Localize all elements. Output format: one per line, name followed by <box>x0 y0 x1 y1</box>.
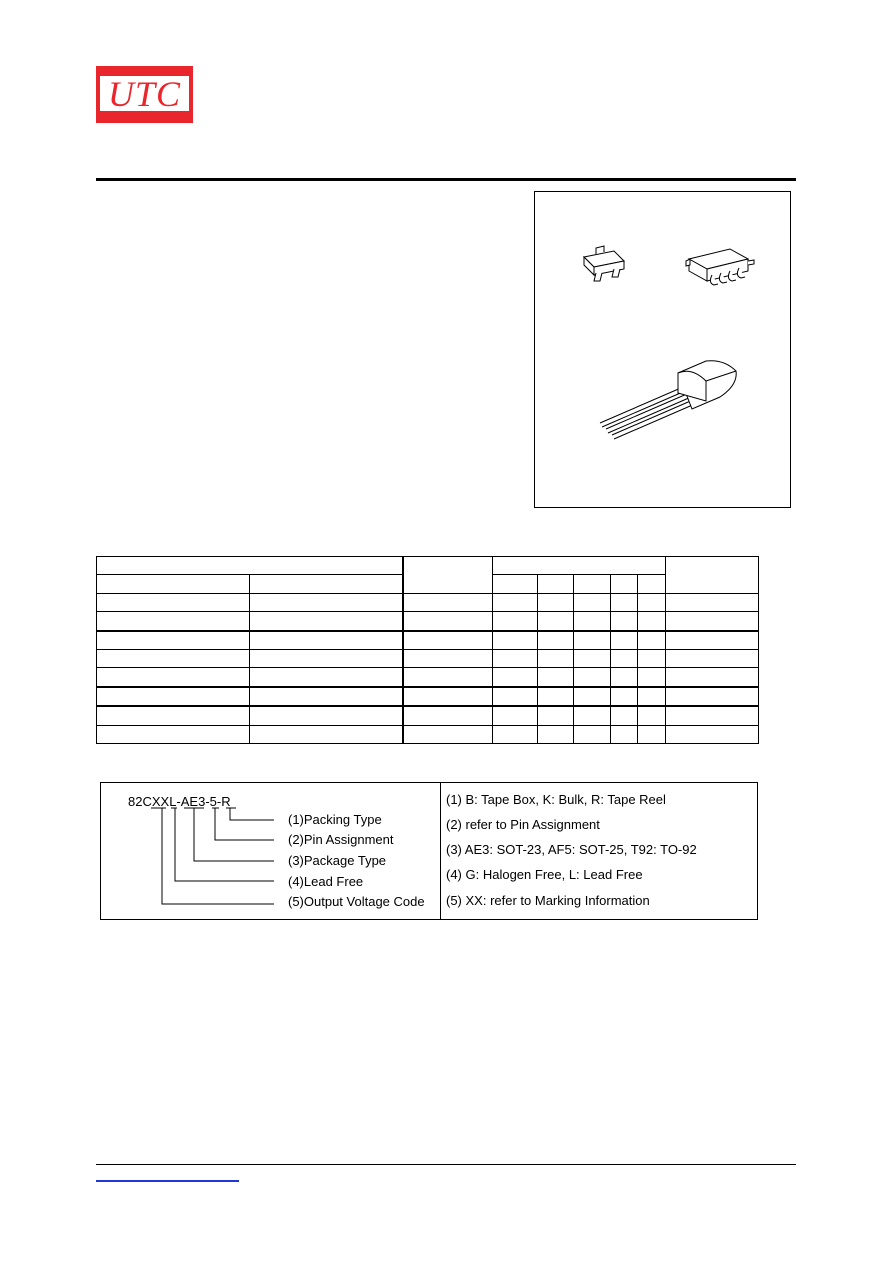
table-cell <box>666 725 759 743</box>
table-cell <box>493 593 538 611</box>
table-cell <box>666 557 759 594</box>
table-row <box>97 687 759 706</box>
table-cell <box>611 593 638 611</box>
table-cell <box>638 575 666 593</box>
table-cell <box>638 593 666 611</box>
header-divider <box>96 178 796 181</box>
table-cell <box>611 612 638 631</box>
table-cell <box>638 725 666 743</box>
table-cell <box>538 725 574 743</box>
note-package: (3) AE3: SOT-23, AF5: SOT-25, T92: TO-92 <box>446 842 697 857</box>
table-cell <box>538 612 574 631</box>
table-cell <box>250 649 403 667</box>
table-cell <box>538 575 574 593</box>
table-cell <box>574 649 611 667</box>
table-cell <box>611 725 638 743</box>
table-cell <box>574 631 611 650</box>
field-leader-lines <box>150 806 280 910</box>
table-row <box>97 725 759 743</box>
field-pin-assignment: (2)Pin Assignment <box>288 832 394 847</box>
utc-logo <box>96 66 193 123</box>
field-output-voltage-code: (5)Output Voltage Code <box>288 894 425 909</box>
table-cell <box>493 668 538 687</box>
table-cell <box>97 725 250 743</box>
table-row <box>97 612 759 631</box>
website-link-underline[interactable] <box>96 1180 239 1182</box>
table-cell <box>611 668 638 687</box>
note-lead-free: (4) G: Halogen Free, L: Lead Free <box>446 867 643 882</box>
sot23-package-icon <box>584 246 624 281</box>
table-cell <box>666 631 759 650</box>
table-cell <box>250 631 403 650</box>
note-pin-assignment: (2) refer to Pin Assignment <box>446 817 600 832</box>
table-cell <box>403 706 493 725</box>
field-packing-type: (1)Packing Type <box>288 812 382 827</box>
table-cell <box>97 612 250 631</box>
part-number-code: 82CXXL-AE3-5-R <box>128 794 231 809</box>
table-cell <box>97 631 250 650</box>
table-cell <box>403 687 493 706</box>
table-cell <box>666 612 759 631</box>
table-cell <box>638 631 666 650</box>
field-lead-free: (4)Lead Free <box>288 874 364 889</box>
table-cell <box>574 668 611 687</box>
to92-package-icon <box>600 361 736 439</box>
table-row <box>97 593 759 611</box>
table-cell <box>611 706 638 725</box>
table-cell <box>403 725 493 743</box>
table-cell <box>493 575 538 593</box>
table-cell <box>574 706 611 725</box>
table-cell <box>403 593 493 611</box>
table-cell <box>493 725 538 743</box>
table-cell <box>250 725 403 743</box>
table-cell <box>250 575 403 593</box>
table-cell <box>666 687 759 706</box>
table-cell <box>666 668 759 687</box>
table-cell <box>97 687 250 706</box>
table-cell <box>97 575 250 593</box>
table-cell <box>493 612 538 631</box>
table-cell <box>611 687 638 706</box>
table-cell <box>638 612 666 631</box>
table-cell <box>403 649 493 667</box>
table-cell <box>538 668 574 687</box>
table-cell <box>638 687 666 706</box>
table-cell <box>493 631 538 650</box>
footer-divider <box>96 1164 796 1165</box>
table-row <box>97 631 759 650</box>
table-header-row <box>97 557 759 575</box>
table-cell <box>611 631 638 650</box>
table-cell <box>97 593 250 611</box>
table-cell <box>97 668 250 687</box>
table-row <box>97 649 759 667</box>
table-cell <box>250 593 403 611</box>
table-cell <box>97 649 250 667</box>
table-cell <box>638 668 666 687</box>
table-row <box>97 668 759 687</box>
table-cell <box>574 687 611 706</box>
logo-text: UTC <box>107 73 182 114</box>
table-cell <box>574 575 611 593</box>
table-cell <box>403 557 493 594</box>
table-cell <box>538 706 574 725</box>
sot25-package-icon <box>686 249 754 285</box>
package-drawings <box>534 191 791 508</box>
table-cell <box>403 612 493 631</box>
table-cell <box>250 612 403 631</box>
table-cell <box>574 725 611 743</box>
table-cell <box>666 593 759 611</box>
table-cell <box>538 631 574 650</box>
table-cell <box>403 631 493 650</box>
table-cell <box>574 612 611 631</box>
table-cell <box>538 649 574 667</box>
table-cell <box>97 706 250 725</box>
ordering-information-table <box>96 556 759 744</box>
table-row <box>97 706 759 725</box>
table-cell <box>638 706 666 725</box>
table-cell <box>611 649 638 667</box>
note-packing: (1) B: Tape Box, K: Bulk, R: Tape Reel <box>446 792 666 807</box>
table-cell <box>574 593 611 611</box>
decoder-divider <box>440 782 441 920</box>
table-cell <box>250 687 403 706</box>
table-cell <box>666 706 759 725</box>
table-cell <box>493 706 538 725</box>
table-cell <box>493 649 538 667</box>
table-cell <box>493 687 538 706</box>
table-cell <box>493 557 666 575</box>
table-cell <box>638 649 666 667</box>
note-voltage-code: (5) XX: refer to Marking Information <box>446 893 650 908</box>
table-cell <box>250 668 403 687</box>
table-cell <box>250 706 403 725</box>
table-cell <box>538 593 574 611</box>
table-cell <box>97 557 403 575</box>
table-cell <box>611 575 638 593</box>
field-package-type: (3)Package Type <box>288 853 387 868</box>
table-cell <box>538 687 574 706</box>
table-cell <box>403 668 493 687</box>
table-cell <box>666 649 759 667</box>
